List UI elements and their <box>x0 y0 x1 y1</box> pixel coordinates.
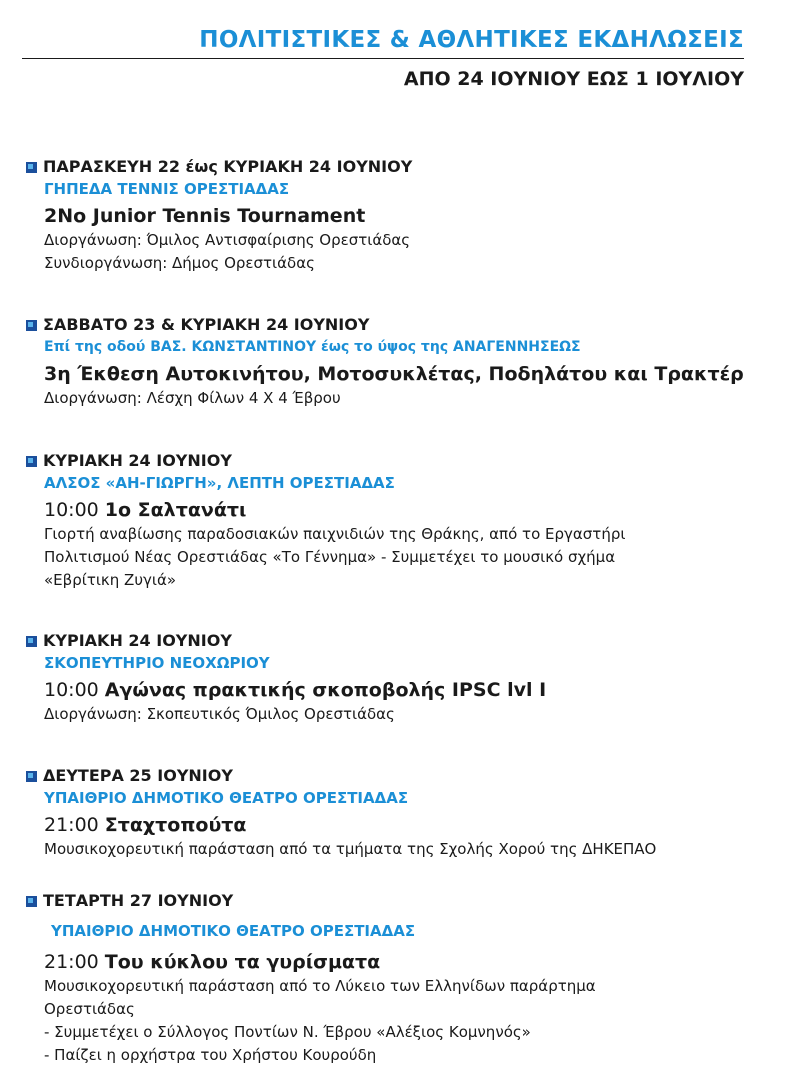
event-item <box>22 631 782 726</box>
event-title-text: 3η Έκθεση Αυτοκινήτου, Μοτοσυκλέτας, Ποδηλάτου και Τρακτέρ <box>44 363 744 385</box>
event-title-text: Του κύκλου τα γυρίσματα <box>104 951 381 973</box>
event-title <box>44 812 782 838</box>
event-title-text: Σταχτοπούτα <box>104 814 247 836</box>
event-title <box>44 497 782 523</box>
event-detail: Ορεστιάδας <box>44 1000 135 1018</box>
event-time: 10:00 <box>44 679 99 701</box>
event-title <box>44 361 782 387</box>
event-detail: Γιορτή αναβίωσης παραδοσιακών παιχνιδιών της Θράκης, από το Εργαστήρι <box>44 525 626 543</box>
square-bullet-icon <box>26 771 37 782</box>
event-venue: ΥΠΑΙΘΡΙΟ ΔΗΜΟΤΙΚΟ ΘΕΑΤΡΟ ΟΡΕΣΤΙΑΔΑΣ <box>51 922 416 940</box>
event-date-text: ΣΑΒΒΑΤΟ 23 & ΚΥΡΙΑΚΗ 24 ΙΟΥΝΙΟΥ <box>43 315 370 334</box>
square-bullet-icon <box>26 896 37 907</box>
event-detail: Διοργάνωση: Όμιλος Αντισφαίρισης Ορεστιάδας <box>44 231 411 249</box>
event-time: 21:00 <box>44 814 99 836</box>
event-date <box>22 157 782 177</box>
event-title <box>44 949 782 975</box>
event-item <box>22 766 782 861</box>
event-title <box>44 203 782 229</box>
event-date <box>22 315 782 335</box>
event-title-text: Αγώνας πρακτικής σκοποβολής IPSC lvl I <box>104 679 547 701</box>
event-detail: Διοργάνωση: Σκοπευτικός Όμιλος Ορεστιάδας <box>44 705 395 723</box>
event-date-text: ΚΥΡΙΑΚΗ 24 ΙΟΥΝΙΟΥ <box>43 451 232 470</box>
event-time: 21:00 <box>44 951 99 973</box>
event-date-text: ΠΑΡΑΣΚΕΥΗ 22 έως ΚΥΡΙΑΚΗ 24 ΙΟΥΝΙΟΥ <box>43 157 413 176</box>
event-item <box>22 157 782 275</box>
event-item <box>22 315 782 410</box>
event-title <box>44 677 782 703</box>
event-date <box>22 766 782 786</box>
event-detail: Μουσικοχορευτική παράσταση από το Λύκειο των Ελληνίδων παράρτημα <box>44 977 596 995</box>
event-date <box>22 891 782 911</box>
event-date <box>22 451 782 471</box>
event-detail: «Εβρίτικη Ζυγιά» <box>44 571 177 589</box>
square-bullet-icon <box>26 636 37 647</box>
event-time: 10:00 <box>44 499 99 521</box>
event-title-text: 2Νο Junior Tennis Tournament <box>44 205 366 227</box>
square-bullet-icon <box>26 162 37 173</box>
event-detail: Διοργάνωση: Λέσχη Φίλων 4 Χ 4 Έβρου <box>44 389 341 407</box>
square-bullet-icon <box>26 320 37 331</box>
square-bullet-icon <box>26 456 37 467</box>
event-detail: - Παίζει η ορχήστρα του Χρήστου Κουρούδη <box>44 1046 377 1064</box>
event-detail: - Συμμετέχει ο Σύλλογος Ποντίων Ν. Έβρου «Αλέξιος Κομνηνός» <box>44 1023 531 1041</box>
event-detail: Μουσικοχορευτική παράσταση από τα τμήματα της Σχολής Χορού της ΔΗΚΕΠΑΟ <box>44 840 657 858</box>
event-date <box>22 631 782 651</box>
event-detail: Πολιτισμού Νέας Ορεστιάδας «Το Γέννημα» - Συμμετέχει το μουσικό σχήμα <box>44 548 616 566</box>
event-venue: Επί της οδού ΒΑΣ. ΚΩΝΣΤΑΝΤΙΝΟΥ έως το ύψος της ΑΝΑΓΕΝΝΗΣΕΩΣ <box>44 339 581 355</box>
event-item <box>22 891 782 1067</box>
event-venue: ΑΛΣΟΣ «ΑΗ-ΓΙΩΡΓΗ», ΛΕΠΤΗ ΟΡΕΣΤΙΑΔΑΣ <box>44 474 395 492</box>
page-title: ΠΟΛΙΤΙΣΤΙΚΕΣ & ΑΘΛΗΤΙΚΕΣ ΕΚΔΗΛΩΣΕΙΣ <box>199 27 744 53</box>
event-date-text: ΤΕΤΑΡΤΗ 27 ΙΟΥΝΙΟΥ <box>43 891 234 910</box>
event-detail: Συνδιοργάνωση: Δήμος Ορεστιάδας <box>44 254 315 272</box>
event-venue: ΓΗΠΕΔΑ ΤΕΝΝΙΣ ΟΡΕΣΤΙΑΔΑΣ <box>44 180 290 198</box>
event-date-text: ΔΕΥΤΕΡΑ 25 ΙΟΥΝΙΟΥ <box>43 766 233 785</box>
event-venue: ΥΠΑΙΘΡΙΟ ΔΗΜΟΤΙΚΟ ΘΕΑΤΡΟ ΟΡΕΣΤΙΑΔΑΣ <box>44 789 409 807</box>
title-divider <box>22 58 744 59</box>
event-item <box>22 451 782 592</box>
event-title-text: 1ο Σαλτανάτι <box>104 499 247 521</box>
event-date-text: ΚΥΡΙΑΚΗ 24 ΙΟΥΝΙΟΥ <box>43 631 232 650</box>
date-range-subtitle: ΑΠΟ 24 ΙΟΥΝΙΟΥ ΕΩΣ 1 ΙΟΥΛΙΟΥ <box>403 68 744 90</box>
event-venue: ΣΚΟΠΕΥΤΗΡΙΟ ΝΕΟΧΩΡΙΟΥ <box>44 654 270 672</box>
